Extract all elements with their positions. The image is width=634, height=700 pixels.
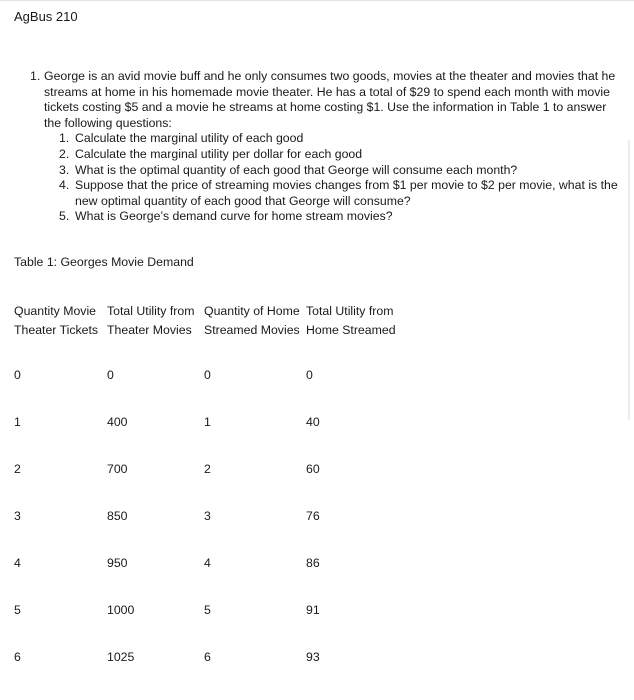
table-cell: 950 — [107, 556, 128, 570]
table-cell: 3 — [204, 509, 211, 523]
subquestion-item: 5. What is George’s demand curve for home stream movies? — [59, 209, 393, 224]
table-cell: 76 — [306, 509, 320, 523]
subquestion-item: 3. What is the optimal quantity of each good that George will consume each month? — [59, 162, 518, 177]
table-cell: 2 — [14, 462, 21, 476]
column-header-home-utility: Total Utility from Home Streamed — [306, 304, 396, 337]
table-cell: 1025 — [107, 650, 135, 664]
subquestion-item: 4. Suppose that the price of streaming movies changes from $1 per movie to $2 per movie, what is the new optimal quantity of each good that George will consume? — [59, 178, 618, 208]
table-cell: 3 — [14, 509, 21, 523]
table-cell: 1000 — [107, 603, 135, 617]
table-cell: 850 — [107, 509, 128, 523]
table-cell: 91 — [306, 603, 320, 617]
table-cell: 0 — [14, 368, 21, 382]
top-divider — [0, 0, 634, 1]
table-cell: 1 — [204, 415, 211, 429]
course-title: AgBus 210 — [14, 9, 78, 24]
table-cell: 4 — [204, 556, 211, 570]
table-cell: 5 — [14, 603, 21, 617]
column-header-theater-qty: Quantity Movie Theater Tickets — [14, 304, 99, 337]
question-stem: George is an avid movie buff and he only consumes two goods, movies at the theater and movies that he streams at home in his homemade movie theater. He has a total of $29 to spend each month with movie tickets costing $5 and a movie he streams at home costing $1. Use the information in Table 1 to answer the following questions: — [44, 69, 616, 130]
table-caption: Table 1: Georges Movie Demand — [14, 255, 194, 269]
table-cell: 60 — [306, 462, 320, 476]
table-cell: 700 — [107, 462, 128, 476]
table-cell: 93 — [306, 650, 320, 664]
table-cell: 5 — [204, 603, 211, 617]
column-header-home-qty: Quantity of Home Streamed Movies — [204, 304, 300, 337]
table-cell: 86 — [306, 556, 320, 570]
table-cell: 0 — [107, 368, 114, 382]
table-cell: 2 — [204, 462, 211, 476]
subquestion-list — [30, 131, 626, 225]
subquestion-item: 2. Calculate the marginal utility per dollar for each good — [59, 146, 363, 161]
column-header-theater-utility: Total Utility from Theater Movies — [107, 304, 195, 337]
table-cell: 1 — [14, 415, 21, 429]
subquestion-item: 1. Calculate the marginal utility of each good — [59, 131, 304, 146]
table-cell: 0 — [306, 368, 313, 382]
question-1 — [30, 69, 626, 225]
question-number: 1. — [30, 69, 41, 83]
table-cell: 400 — [107, 415, 128, 429]
table-cell: 40 — [306, 415, 320, 429]
table-cell: 0 — [204, 368, 211, 382]
scrollbar-track — [628, 140, 630, 420]
table-cell: 4 — [14, 556, 21, 570]
table-cell: 6 — [14, 650, 21, 664]
table-cell: 6 — [204, 650, 211, 664]
